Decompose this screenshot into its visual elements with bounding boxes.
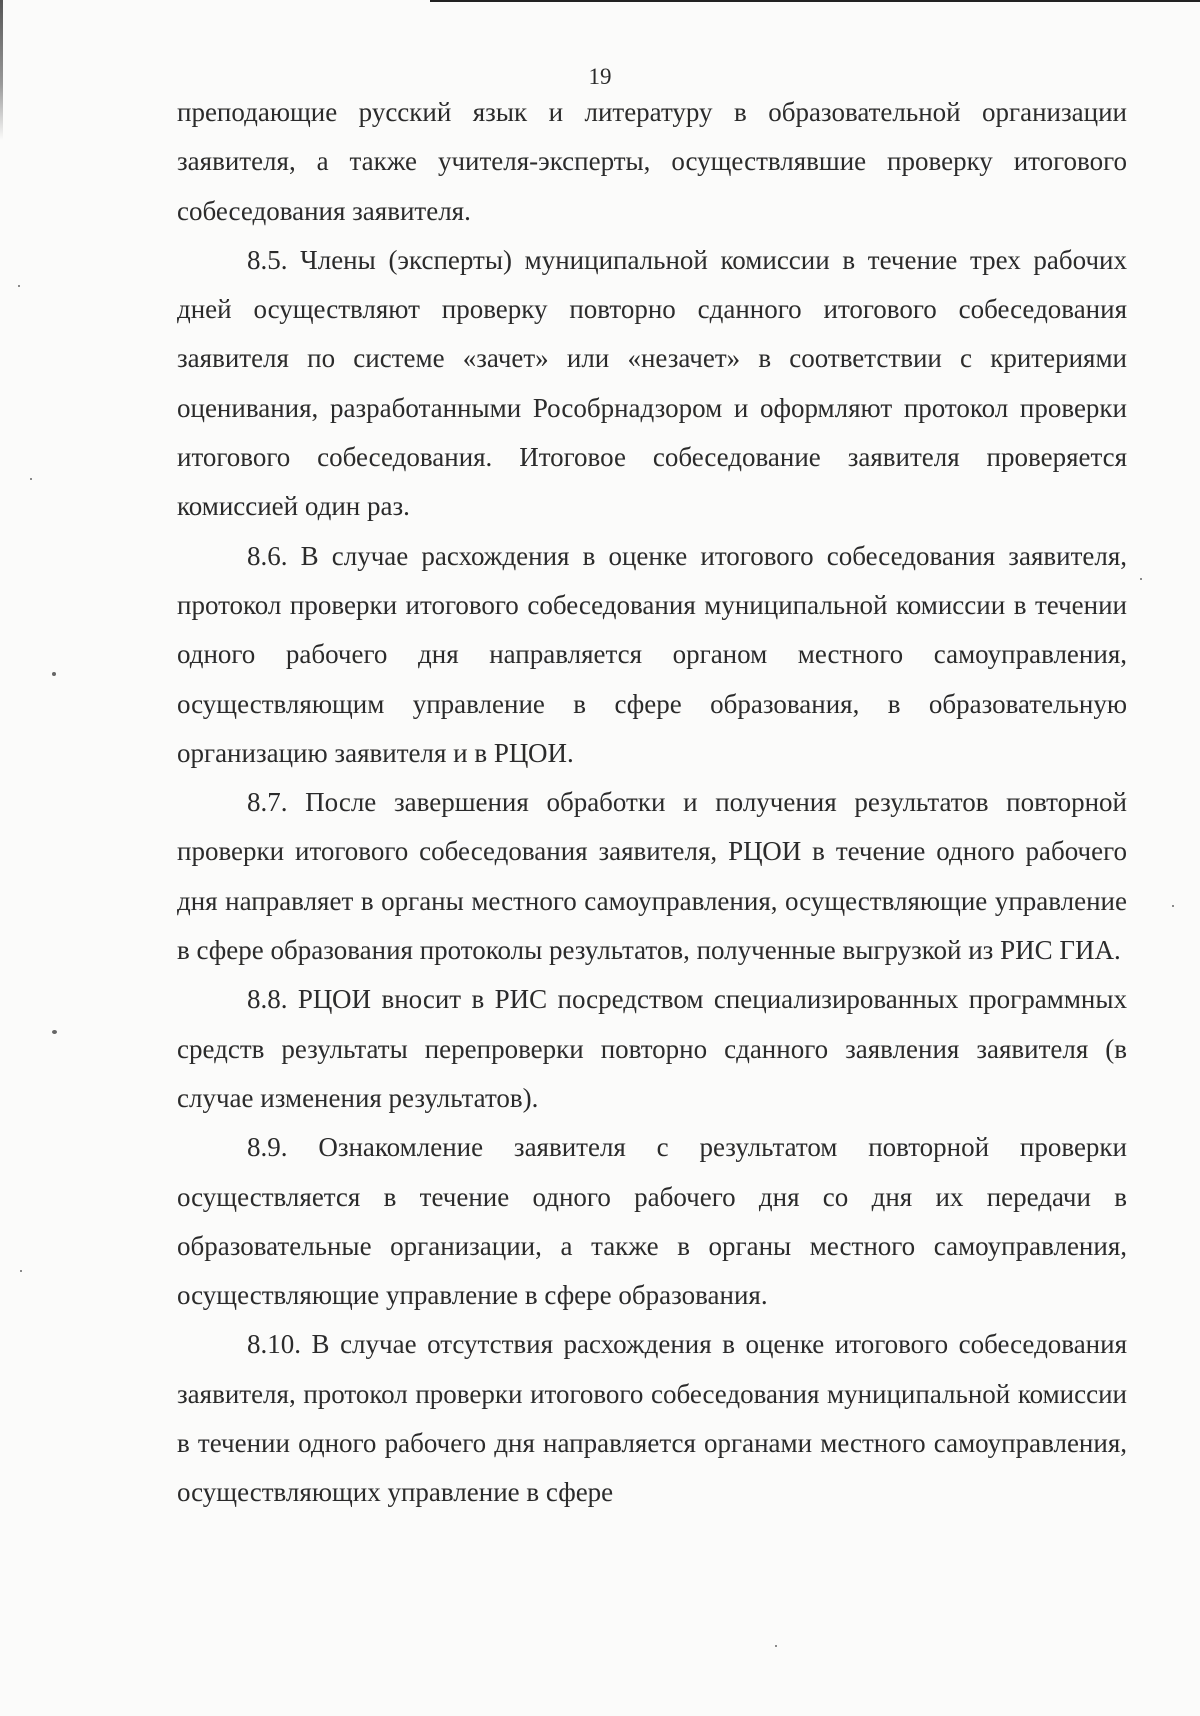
paragraph-8-7: 8.7. После завершения обработки и получения результатов повторной проверки итогового собеседования заявителя, РЦОИ в течение одного рабочего дня направляет в органы местного самоуправления, осуществляющие управление в сфере образования протоколы результатов, полученные выгрузкой из РИС ГИА.	[177, 787, 1127, 966]
paragraph-8-8: 8.8. РЦОИ вносит в РИС посредством специализированных программных средств результаты перепроверки повторно сданного заявления заявителя (в случае изменения результатов).	[177, 984, 1127, 1113]
scan-speck	[52, 672, 56, 676]
page-number: 19	[588, 64, 612, 89]
scan-left-edge	[0, 0, 3, 140]
paragraph-8-9: 8.9. Ознакомление заявителя с результатом повторной проверки осуществляется в течение одного рабочего дня со дня их передачи в образовательные организации, а также в органы местного самоуправления, осуществляющие управление в сфере образования.	[177, 1132, 1127, 1311]
scan-speck	[18, 285, 20, 287]
document-body	[177, 88, 1127, 1518]
scan-speck	[1172, 905, 1174, 907]
paragraph-continuation: преподающие русский язык и литературу в образовательной организации заявителя, а также учителя-эксперты, осуществлявшие проверку итогового собеседования заявителя.	[177, 97, 1127, 226]
scan-speck	[52, 1030, 57, 1034]
scan-speck	[20, 1270, 22, 1272]
scan-speck	[1140, 578, 1142, 580]
paragraph-8-6: 8.6. В случае расхождения в оценке итогового собеседования заявителя, протокол проверки итогового собеседования муниципальной комиссии в течении одного рабочего дня направляется органом местного самоуправления, осуществляющим управление в сфере образования, в образовательную организацию заявителя и в РЦОИ.	[177, 540, 1127, 768]
paragraph-8-5: 8.5. Члены (эксперты) муниципальной комиссии в течение трех рабочих дней осуществляют проверку повторно сданного итогового собеседования заявителя по системе «зачет» или «незачет» в соответствии с критериями оценивания, разработанными Рособрнадзором и оформляют протокол проверки итогового собеседования. Итоговое собеседование заявителя проверяется комиссией один раз.	[177, 244, 1127, 522]
scan-speck	[775, 1645, 777, 1647]
scan-top-edge	[430, 0, 1200, 2]
scan-speck	[30, 478, 32, 480]
paragraph-8-10: 8.10. В случае отсутствия расхождения в оценке итогового собеседования заявителя, протокол проверки итогового собеседования муниципальной комиссии в течении одного рабочего дня направляется органами местного самоуправления, осуществляющих управление в сфере	[177, 1329, 1127, 1508]
